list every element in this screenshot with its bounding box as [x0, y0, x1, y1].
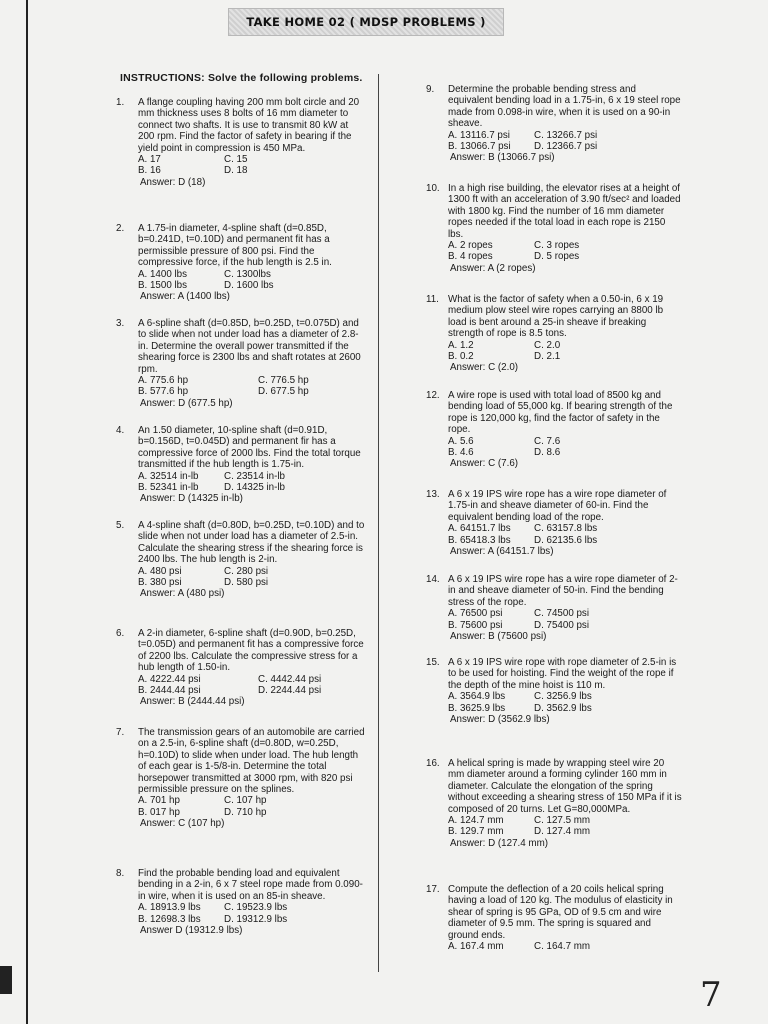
- column-divider: [378, 74, 379, 972]
- question-text: Determine the probable bending stress and equivalent bending load in a 1.75-in, 6 x 19 steel rope made from 0.098-in wire, when it is used on a 90-in sheave.: [448, 84, 681, 130]
- question-item: [116, 868, 366, 937]
- option: D. 580 psi: [224, 577, 269, 589]
- options-row: [448, 826, 683, 837]
- option: D. 710 hp: [224, 806, 267, 818]
- question-number: 2.: [116, 223, 125, 234]
- question-item: [116, 520, 366, 600]
- question-text: A flange coupling having 200 mm bolt circle and 20 mm thickness uses 8 bolts of 16 mm diameter to connect two shafts. It is use to transmit 80 kW at 200 rpm. Find the factor of safety in bearing if the yield point in compression is 450 MPa.: [138, 97, 360, 154]
- question-text: A 4-spline shaft (d=0.80D, b=0.25D, t=0.10D) and to slide when not under load has a diameter of 2.5-in. Calculate the shearing stress if the shearing force is 2400 lbs. The hub length is 2-in.: [138, 520, 365, 566]
- question-text: A 6-spline shaft (d=0.85D, b=0.25D, t=0.075D) and to slide when not under load has a diameter of 2.8-in. Determine the overall power transmitted if the shearing force is 2300 lbs and shaft rotates at 2600 rpm.: [138, 318, 361, 375]
- option: A. 480 psi: [138, 565, 182, 577]
- option: B. 3625.9 lbs: [448, 702, 506, 714]
- option: A. 2 ropes: [448, 240, 493, 252]
- question-text: A 1.75-in diameter, 4-spline shaft (d=0.85D, b=0.241D, t=0.10D) and permanent fit has a permissible pressure of 800 psi. Find the compressive force, if the hub length is 2.5 in.: [138, 223, 332, 269]
- answer: Answer: D (677.5 hp): [140, 397, 233, 409]
- question-item: [116, 628, 366, 708]
- answer: Answer: C (7.6): [450, 458, 519, 470]
- option: A. 64151.7 lbs: [448, 523, 511, 535]
- question-item: [426, 489, 683, 558]
- options-row: [138, 914, 366, 925]
- question-text: A 6 x 19 IPS wire rope has a wire rope diameter of 1.75-in and sheave diameter of 60-in. Find the equivalent bending load of the rope.: [448, 489, 667, 523]
- options-row: [448, 340, 683, 351]
- question-number: 13.: [426, 489, 440, 500]
- instructions: [120, 72, 363, 84]
- options-row: [448, 436, 683, 447]
- option: D. 1600 lbs: [224, 280, 274, 292]
- question-number: 9.: [426, 84, 435, 95]
- answer: Answer: B (2444.44 psi): [140, 696, 245, 708]
- option: D. 5 ropes: [534, 251, 580, 263]
- options-row: [448, 240, 683, 251]
- options-row: [448, 815, 683, 826]
- option: C. 1300lbs: [224, 268, 271, 280]
- option: A. 775.6 hp: [138, 375, 189, 387]
- question-item: [426, 758, 683, 849]
- options-row: [448, 523, 683, 534]
- question-number: 14.: [426, 574, 440, 585]
- question-text: The transmission gears of an automobile are carried on a 2.5-in, 6-spline shaft (d=0.80D, w=0.25D, h=0.10D) to slide when under load. The hub length of each gear is 1-5/8-in. Determine the total horsepower transmitted at 3000 rpm, with 820 psi permissible pressure on the splines.: [138, 727, 365, 796]
- question-text: What is the factor of safety when a 0.50-in, 6 x 19 medium plow steel wire ropes carrying an 8800 lb load is bent around a 25-in sheave if breaking strength of rope is 8.5 tons.: [448, 294, 664, 340]
- question-item: [426, 657, 683, 726]
- options-row: [448, 941, 683, 952]
- option: C. 280 psi: [224, 565, 269, 577]
- option: D. 14325 in-lb: [224, 482, 285, 494]
- options-row: [138, 165, 366, 176]
- option: A. 17: [138, 154, 161, 166]
- option: B. 577.6 hp: [138, 386, 189, 398]
- options-row: [448, 251, 683, 262]
- question-number: 3.: [116, 318, 125, 329]
- options-row: [138, 269, 366, 280]
- options-row: [448, 608, 683, 619]
- options-row: [138, 280, 366, 291]
- question-number: 4.: [116, 425, 125, 436]
- option: D. 8.6: [534, 447, 561, 459]
- answer: Answer: A (480 psi): [140, 588, 225, 600]
- option: A. 124.7 mm: [448, 815, 504, 827]
- options-row: [138, 375, 366, 386]
- options-row: [448, 703, 683, 714]
- option: A. 5.6: [448, 435, 474, 447]
- options-row: [138, 795, 366, 806]
- option: C. 107 hp: [224, 795, 267, 807]
- question-number: 11.: [426, 294, 439, 305]
- options-row: [138, 154, 366, 165]
- option: A. 701 hp: [138, 795, 180, 807]
- options-row: [138, 685, 366, 696]
- binding-mark: [0, 966, 12, 994]
- question-text: A 2-in diameter, 6-spline shaft (d=0.90D, b=0.25D, t=0.05D) and permanent fit has a compressive force of 2200 lbs. Calculate the compressive stress for a hub length of 1.50-in.: [138, 628, 364, 674]
- question-number: 7.: [116, 727, 125, 738]
- question-item: [426, 884, 683, 953]
- option: A. 13116.7 psi: [448, 129, 510, 141]
- question-number: 5.: [116, 520, 125, 531]
- option: C. 2.0: [534, 339, 561, 351]
- question-number: 17.: [426, 884, 440, 895]
- option: D. 3562.9 lbs: [534, 702, 592, 714]
- options-row: [448, 447, 683, 458]
- option: D. 75400 psi: [534, 619, 590, 631]
- answer: Answer: D (3562.9 lbs): [450, 714, 550, 726]
- option: C. 15: [224, 154, 248, 166]
- question-text: A wire rope is used with total load of 8500 kg and bending load of 55,000 kg. If bearing strength of the rope is 120,000 kg, find the factor of safety in the rope.: [448, 390, 673, 436]
- page-number: 7: [700, 975, 722, 1015]
- question-number: 15.: [426, 657, 440, 668]
- option: B. 12698.3 lbs: [138, 913, 201, 925]
- answer: Answer: C (107 hp): [140, 818, 225, 830]
- question-item: [426, 574, 683, 643]
- question-item: [426, 84, 683, 164]
- question-item: [116, 223, 366, 303]
- option: C. 7.6: [534, 435, 561, 447]
- option: A. 167.4 mm: [448, 941, 504, 953]
- option: B. 13066.7 psi: [448, 141, 511, 153]
- option: C. 63157.8 lbs: [534, 523, 598, 535]
- option: C. 4442.44 psi: [258, 673, 322, 685]
- question-number: 8.: [116, 868, 125, 879]
- option: B. 52341 in-lb: [138, 482, 199, 494]
- question-text: A helical spring is made by wrapping steel wire 20 mm diameter around a forming cylinder 160 mm in diameter. Calculate the elongation of the spring without exceeding a shearing stress of 150 MPa if it is composed of 20 turns. Let G=80,000MPa.: [448, 758, 682, 815]
- page-title: TAKE HOME 02 ( MDSP PROBLEMS ): [246, 15, 486, 29]
- question-item: [426, 183, 683, 274]
- answer: Answer: D (14325 in-lb): [140, 493, 243, 505]
- instructions-text: Solve the following problems.: [204, 72, 363, 84]
- option: A. 32514 in-lb: [138, 470, 199, 482]
- option: B. 380 psi: [138, 577, 182, 589]
- answer: Answer D (19312.9 lbs): [140, 925, 243, 937]
- option: C. 23514 in-lb: [224, 470, 285, 482]
- option: D. 127.4 mm: [534, 826, 591, 838]
- options-row: [138, 807, 366, 818]
- options-row: [138, 902, 366, 913]
- option: B. 4.6: [448, 447, 474, 459]
- option: A. 3564.9 lbs: [448, 691, 506, 703]
- left-margin-rule: [26, 0, 28, 1024]
- option: D. 62135.6 lbs: [534, 534, 598, 546]
- answer: Answer: A (1400 lbs): [140, 291, 230, 303]
- option: B. 4 ropes: [448, 251, 493, 263]
- options-row: [138, 566, 366, 577]
- option: B. 017 hp: [138, 806, 180, 818]
- option: C. 127.5 mm: [534, 815, 591, 827]
- question-number: 6.: [116, 628, 125, 639]
- question-text: An 1.50 diameter, 10-spline shaft (d=0.91D, b=0.156D, t=0.045D) and permanent fir has a compressive force of 2000 lbs. Find the total torque transmitted if the hub length is 1.75-in.: [138, 425, 361, 471]
- option: C. 13266.7 psi: [534, 129, 598, 141]
- option: B. 16: [138, 165, 161, 177]
- answer: Answer: B (13066.7 psi): [450, 152, 555, 164]
- option: C. 19523.9 lbs: [224, 902, 288, 914]
- option: B. 1500 lbs: [138, 280, 188, 292]
- option: D. 677.5 hp: [258, 386, 309, 398]
- options-row: [138, 386, 366, 397]
- options-row: [138, 471, 366, 482]
- option: A. 1400 lbs: [138, 268, 188, 280]
- option: C. 164.7 mm: [534, 941, 591, 953]
- option: B. 65418.3 lbs: [448, 534, 511, 546]
- question-text: Find the probable bending load and equivalent bending in a 2-in, 6 x 7 steel rope made from 0.090-in wire, when it is used on an 85-in sheave.: [138, 868, 363, 902]
- option: B. 75600 psi: [448, 619, 503, 631]
- answer: Answer: B (75600 psi): [450, 631, 547, 643]
- option: B. 0.2: [448, 351, 474, 363]
- question-item: [116, 97, 366, 188]
- answer: Answer: D (127.4 mm): [450, 837, 548, 849]
- option: C. 776.5 hp: [258, 375, 309, 387]
- question-text: A 6 x 19 IPS wire rope with rope diameter of 2.5-in is to be used for hoisting. Find the weight of the rope if the depth of the mine hoist is 110 m.: [448, 657, 677, 691]
- question-number: 16.: [426, 758, 440, 769]
- options-row: [138, 577, 366, 588]
- question-item: [426, 294, 683, 374]
- answer: Answer: A (2 ropes): [450, 262, 536, 274]
- option: C. 3256.9 lbs: [534, 691, 592, 703]
- question-text: A 6 x 19 IPS wire rope has a wire rope diameter of 2-in and sheave diameter of 50-in. Find the bending stress of the rope.: [448, 574, 678, 608]
- option: B. 2444.44 psi: [138, 685, 201, 697]
- option: A. 1.2: [448, 339, 474, 351]
- options-row: [448, 691, 683, 702]
- question-item: [426, 390, 683, 470]
- options-row: [448, 535, 683, 546]
- option: A. 76500 psi: [448, 608, 503, 620]
- option: D. 19312.9 lbs: [224, 913, 288, 925]
- title-banner: [228, 8, 504, 36]
- answer: Answer: A (64151.7 lbs): [450, 546, 554, 558]
- options-row: [448, 351, 683, 362]
- question-number: 12.: [426, 390, 440, 401]
- answer: Answer: D (18): [140, 176, 206, 188]
- question-item: [116, 727, 366, 830]
- option: C. 74500 psi: [534, 608, 590, 620]
- option: D. 18: [224, 165, 248, 177]
- option: A. 18913.9 lbs: [138, 902, 201, 914]
- question-item: [116, 318, 366, 409]
- question-number: 10.: [426, 183, 440, 194]
- question-text: Compute the deflection of a 20 coils helical spring having a load of 120 kg. The modulus of elasticity in shear of spring is 95 GPa, OD of 9.5 cm and wire diameter of 9.5 mm. The spring is squared and ground ends.: [448, 884, 673, 941]
- options-row: [448, 620, 683, 631]
- options-row: [138, 482, 366, 493]
- options-row: [138, 674, 366, 685]
- options-row: [448, 130, 683, 141]
- question-item: [116, 425, 366, 505]
- answer: Answer: C (2.0): [450, 362, 519, 374]
- question-text: In a high rise building, the elevator rises at a height of 1300 ft with an acceleration of 3.90 ft/sec² and loaded with 1800 kg. Find the number of 16 mm diameter ropes needed if the total load in each rope is 2150 lbs.: [448, 183, 681, 240]
- option: A. 4222.44 psi: [138, 673, 201, 685]
- option: B. 129.7 mm: [448, 826, 504, 838]
- option: C. 3 ropes: [534, 240, 580, 252]
- options-row: [448, 141, 683, 152]
- option: D. 2244.44 psi: [258, 685, 322, 697]
- option: D. 2.1: [534, 351, 561, 363]
- instructions-label: INSTRUCTIONS:: [120, 72, 205, 84]
- option: D. 12366.7 psi: [534, 141, 598, 153]
- question-number: 1.: [116, 97, 125, 108]
